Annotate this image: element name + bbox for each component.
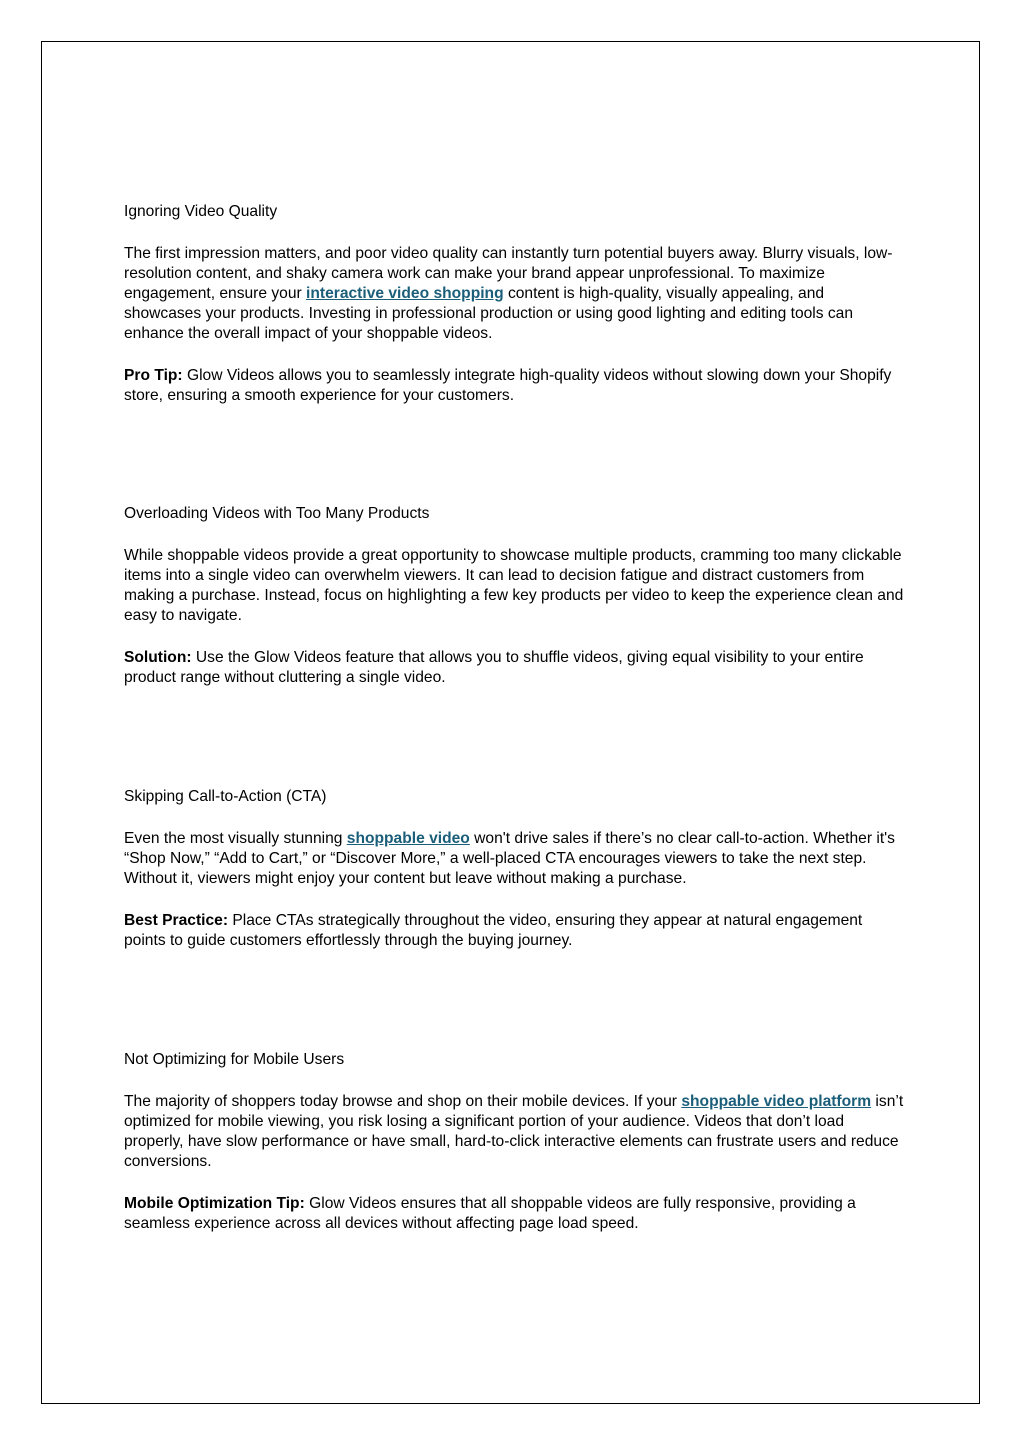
tip-text: Glow Videos allows you to seamlessly integrate high-quality videos without slowing down your Shopify store, ensuring a smooth experience for your customers. [124, 367, 892, 404]
paragraph-text: isn’t optimized for mobile viewing, you risk losing a significant portion of your audience. Videos that don’t load properly, have slow performance or have small, hard-to-click interactive elements can frustrate users and reduce conversions. [124, 1093, 904, 1170]
paragraph-text: content is high-quality, visually appealing, and showcases your products. Investing in professional production or using good lighting and editing tools can enhance the overall impact of your shoppable videos. [124, 285, 854, 342]
tip-label: Best Practice: [124, 912, 229, 929]
section-paragraph [124, 829, 904, 889]
tip-label: Pro Tip: [124, 367, 183, 384]
tip-text: Use the Glow Videos feature that allows you to shuffle videos, giving equal visibility to your entire product range without cluttering a single video. [124, 649, 864, 686]
paragraph-text: won't drive sales if there’s no clear call-to-action. Whether it's “Shop Now,” “Add to Cart,” or “Discover More,” a well-placed CTA encourages viewers to take the next step. Without it, viewers might enjoy your content but leave without making a purchase. [124, 830, 895, 887]
section-mobile-users [124, 1050, 904, 1234]
section-heading: Ignoring Video Quality [124, 203, 278, 220]
shoppable-video-platform-link[interactable]: shoppable video platform [681, 1093, 872, 1110]
tip-paragraph [124, 648, 904, 688]
section-paragraph: While shoppable videos provide a great opportunity to showcase multiple products, cramming too many clickable items into a single video can overwhelm viewers. It can lead to decision fatigue and distract customers from making a purchase. Instead, focus on highlighting a few key products per video to keep the experience clean and easy to navigate. [124, 547, 904, 624]
interactive-video-shopping-link[interactable]: interactive video shopping [306, 285, 504, 302]
tip-label: Solution: [124, 649, 192, 666]
section-heading: Skipping Call-to-Action (CTA) [124, 788, 327, 805]
paragraph-text: The first impression matters, and poor video quality can instantly turn potential buyers away. Blurry visuals, low-resolution content, and shaky camera work can make your brand appear unprofessional. To maximize engagement, ensure your [124, 245, 893, 302]
shoppable-video-link[interactable]: shoppable video [346, 830, 470, 847]
section-heading: Overloading Videos with Too Many Products [124, 505, 430, 522]
tip-text: Place CTAs strategically throughout the video, ensuring they appear at natural engagement points to guide customers effortlessly through the buying journey. [124, 912, 863, 949]
tip-paragraph [124, 366, 904, 406]
paragraph-text: The majority of shoppers today browse and shop on their mobile devices. If your [124, 1093, 682, 1110]
section-overloading-products [124, 504, 904, 688]
section-paragraph [124, 1092, 904, 1172]
paragraph-text: Even the most visually stunning [124, 830, 347, 847]
section-video-quality [124, 202, 904, 406]
section-skipping-cta [124, 787, 904, 951]
section-heading: Not Optimizing for Mobile Users [124, 1051, 345, 1068]
tip-label: Mobile Optimization Tip: [124, 1195, 305, 1212]
tip-paragraph [124, 911, 904, 951]
tip-text: Glow Videos ensures that all shoppable videos are fully responsive, providing a seamless experience across all devices without affecting page load speed. [124, 1195, 856, 1232]
tip-paragraph [124, 1194, 904, 1234]
section-paragraph [124, 244, 904, 344]
